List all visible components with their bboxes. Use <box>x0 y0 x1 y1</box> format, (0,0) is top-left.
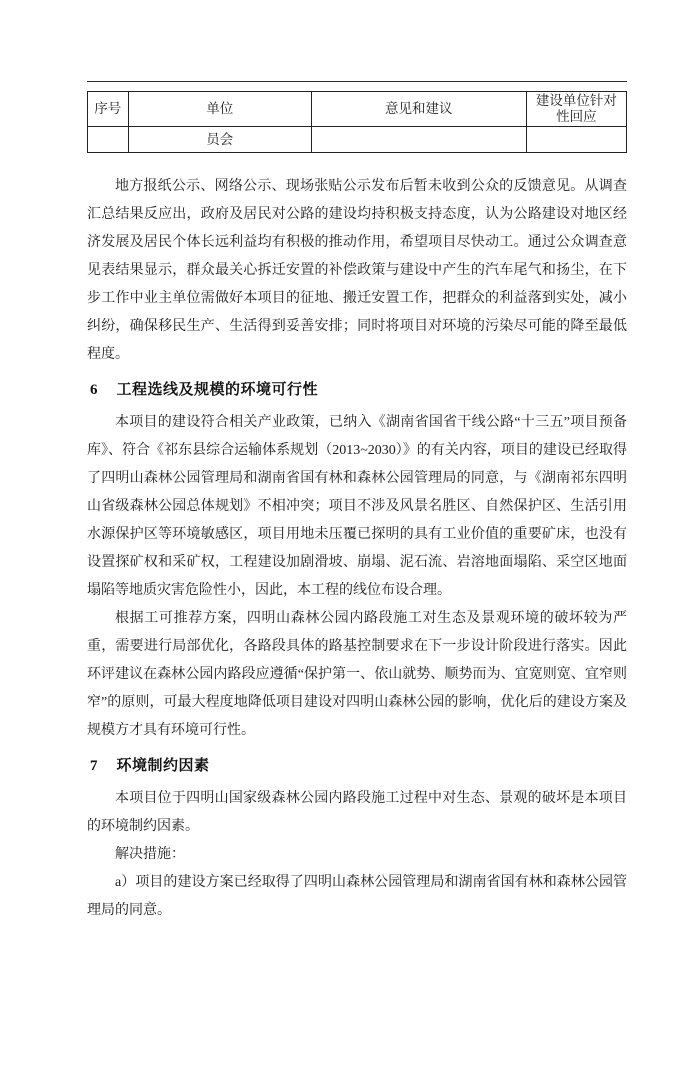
cell-seq <box>88 127 129 153</box>
table-header-unit: 单位 <box>128 92 311 127</box>
section-7-paragraph-1: 本项目位于四明山国家级森林公园内路段施工过程中对生态、景观的破坏是本项目的环境制约因素。 <box>87 791 627 834</box>
section-6-paragraph-1: 本项目的建设符合相关产业政策，已纳入《湖南省国省干线公路“十三五”项目预备库》、符合《祁东县综合运输体系规划（2013~2030）》的有关内容，项目的建设已经取得了四明山森林公园管理局和湖南省国有林和森林公园管理局的同意，与《湖南祁东四明山省级森林公园总体规划》不相冲突；项目不涉及风景名胜区、自然保护区、生活引用水源保护区等环境敏感区，项目用地未压覆已探明的具有工业价值的重要矿床，也没有设置探矿权和采矿权，工程建设加剧滑坡、崩塌、泥石流、岩溶地面塌陷、采空区地面塌陷等地质灾害危险性小，因此，本工程的线位布设合理。 <box>87 415 627 598</box>
public-opinion-table <box>87 91 627 153</box>
section-6-paragraph-2: 根据工可推荐方案，四明山森林公园内路段施工对生态及景观环境的破坏较为严重，需要进行局部优化，各路段具体的路基控制要求在下一步设计阶段进行落实。因此环评建议在森林公园内路段应遵循“保护第一、依山就势、顺势而为、宜宽则宽、宜窄则窄”的原则，可最大程度地降低项目建设对四明山森林公园的影响，优化后的建设方案及规模方才具有环境可行性。 <box>87 611 627 738</box>
section-7-number: 7 <box>90 758 98 774</box>
cell-response <box>526 127 626 153</box>
solution-item-a: a）项目的建设方案已经取得了四明山森林公园管理局和湖南省国有林和森林公园管理局的同意。 <box>87 875 627 918</box>
section-7-heading <box>87 753 627 779</box>
paragraph-public-consultation-result: 地方报纸公示、网络公示、现场张贴公示发布后暂未收到公众的反馈意见。从调查汇总结果反应出，政府及居民对公路的建设均持积极支持态度，认为公路建设对地区经济发展及居民个体长远利益均有积极的推动作用，希望项目尽快动工。通过公众调查意见表结果显示，群众最关心拆迁安置的补偿政策与建设中产生的汽车尾气和扬尘，在下步工作中业主单位需做好本项目的征地、搬迁安置工作，把群众的利益落到实处，减小纠纷，确保移民生产、生活得到妥善安排；同时将项目对环境的污染尽可能的降至最低程度。 <box>87 179 627 362</box>
section-6-number: 6 <box>90 382 98 398</box>
cell-opinion <box>311 127 526 153</box>
solution-measures-label: 解决措施： <box>115 847 185 862</box>
section-6-heading <box>87 377 627 403</box>
table-header-opinion: 意见和建议 <box>311 92 526 127</box>
table-row <box>88 127 627 153</box>
section-7-title: 环境制约因素 <box>116 757 210 774</box>
table-header-row <box>88 92 627 127</box>
table-continuation-border <box>87 81 627 82</box>
cell-unit: 员会 <box>128 127 311 153</box>
document-page <box>0 81 700 1071</box>
section-6-title: 工程选线及规模的环境可行性 <box>116 381 319 398</box>
table-header-seq: 序号 <box>88 92 129 127</box>
table-header-response: 建设单位针对性回应 <box>526 92 626 127</box>
